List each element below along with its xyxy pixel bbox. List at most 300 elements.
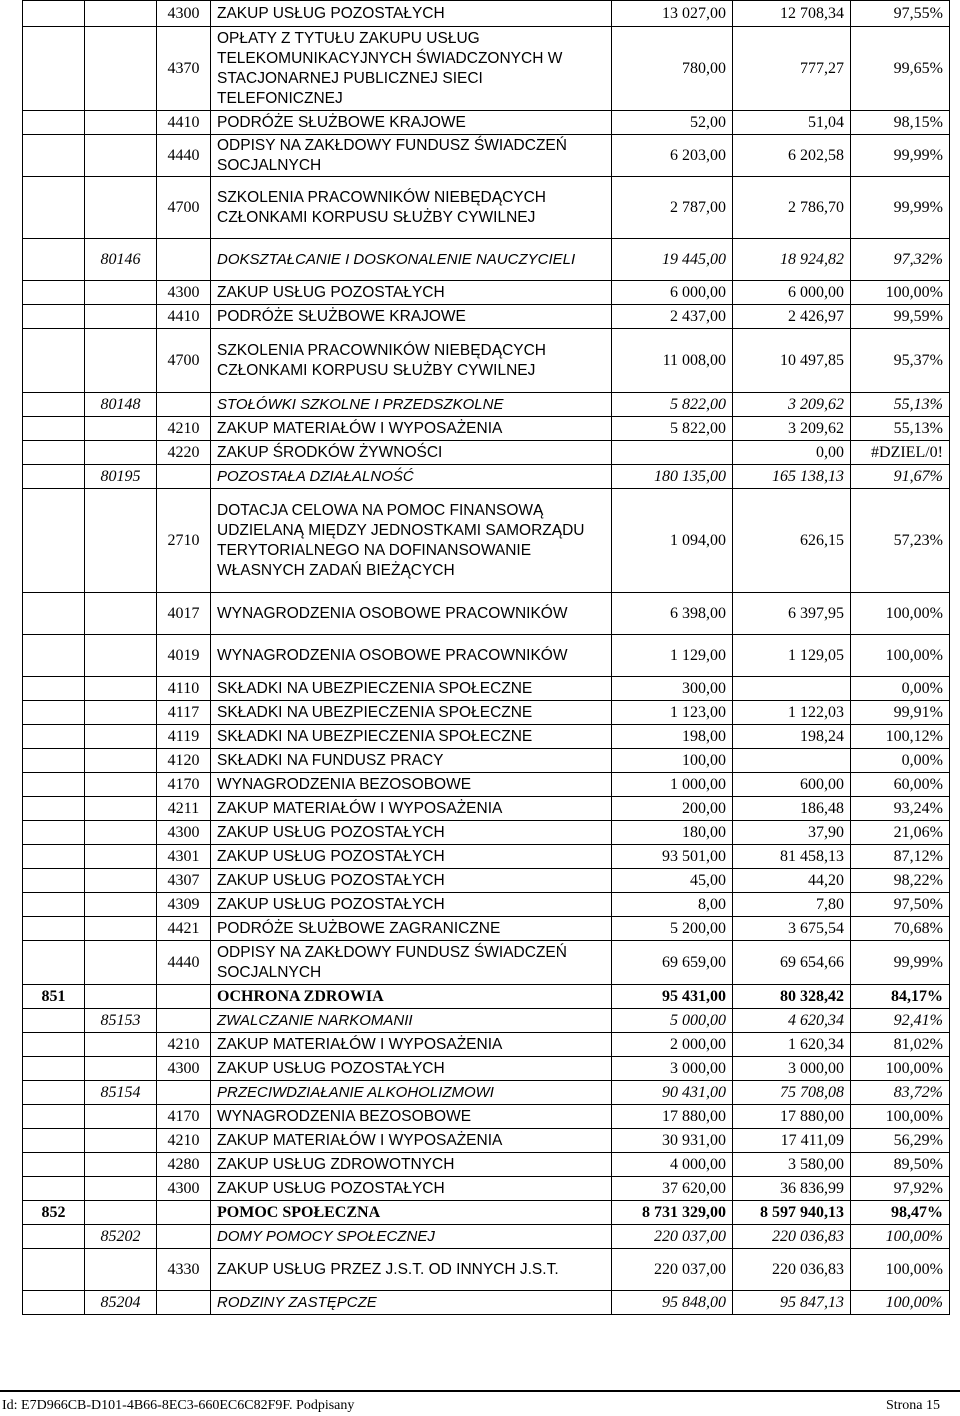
percent-cell: 99,91%	[851, 701, 950, 725]
rozdzial-cell	[85, 1033, 157, 1057]
wykonanie-cell: 600,00	[733, 773, 851, 797]
dzial-cell	[23, 111, 85, 135]
wykonanie-cell	[733, 677, 851, 701]
percent-cell: 99,99%	[851, 177, 950, 239]
dzial-cell	[23, 677, 85, 701]
wykonanie-cell: 7,80	[733, 893, 851, 917]
wykonanie-cell: 69 654,66	[733, 941, 851, 985]
paragraf-cell: 4211	[157, 797, 211, 821]
wykonanie-cell: 36 836,99	[733, 1177, 851, 1201]
paragraf-cell: 4300	[157, 1, 211, 27]
wykonanie-cell: 10 497,85	[733, 329, 851, 393]
dzial-cell	[23, 893, 85, 917]
dzial-cell	[23, 1, 85, 27]
paragraf-row	[23, 441, 950, 465]
paragraf-row	[23, 773, 950, 797]
plan-cell: 1 123,00	[612, 701, 733, 725]
name-cell: SKŁADKI NA UBEZPIECZENIA SPOŁECZNE	[211, 677, 612, 701]
percent-cell: 91,67%	[851, 465, 950, 489]
rozdzial-cell	[85, 917, 157, 941]
name-cell: ZAKUP USŁUG POZOSTAŁYCH	[211, 281, 612, 305]
wykonanie-cell: 3 580,00	[733, 1153, 851, 1177]
percent-cell: 99,59%	[851, 305, 950, 329]
paragraf-row	[23, 1033, 950, 1057]
name-cell: RODZINY ZASTĘPCZE	[211, 1291, 612, 1315]
rozdzial-cell	[85, 1153, 157, 1177]
name-cell: ZAKUP USŁUG POZOSTAŁYCH	[211, 1057, 612, 1081]
dzial-cell	[23, 845, 85, 869]
dzial-cell	[23, 941, 85, 985]
wykonanie-cell: 95 847,13	[733, 1291, 851, 1315]
plan-cell	[612, 441, 733, 465]
name-cell: OCHRONA ZDROWIA	[211, 985, 612, 1009]
dzial-cell	[23, 1081, 85, 1105]
percent-cell: 60,00%	[851, 773, 950, 797]
percent-cell: 100,00%	[851, 593, 950, 635]
rozdzial-cell: 85202	[85, 1225, 157, 1249]
paragraf-cell: 4170	[157, 773, 211, 797]
percent-cell: 95,37%	[851, 329, 950, 393]
paragraf-row	[23, 1, 950, 27]
wykonanie-cell: 6 397,95	[733, 593, 851, 635]
plan-cell: 8 731 329,00	[612, 1201, 733, 1225]
paragraf-cell: 4117	[157, 701, 211, 725]
name-cell: WYNAGRODZENIA OSOBOWE PRACOWNIKÓW	[211, 635, 612, 677]
dzial-cell	[23, 465, 85, 489]
dzial-cell	[23, 489, 85, 593]
wykonanie-cell: 3 209,62	[733, 417, 851, 441]
paragraf-row	[23, 677, 950, 701]
percent-cell: 100,12%	[851, 725, 950, 749]
wykonanie-cell: 81 458,13	[733, 845, 851, 869]
percent-cell: 98,15%	[851, 111, 950, 135]
paragraf-row	[23, 281, 950, 305]
percent-cell: 70,68%	[851, 917, 950, 941]
dzial-cell	[23, 773, 85, 797]
rozdzial-row	[23, 1009, 950, 1033]
paragraf-row	[23, 917, 950, 941]
dzial-cell	[23, 281, 85, 305]
paragraf-cell: 4421	[157, 917, 211, 941]
plan-cell: 6 398,00	[612, 593, 733, 635]
wykonanie-cell: 198,24	[733, 725, 851, 749]
percent-cell: 100,00%	[851, 281, 950, 305]
rozdzial-cell	[85, 1129, 157, 1153]
dzial-cell	[23, 1177, 85, 1201]
plan-cell: 100,00	[612, 749, 733, 773]
wykonanie-cell: 220 036,83	[733, 1225, 851, 1249]
plan-cell: 13 027,00	[612, 1, 733, 27]
plan-cell: 1 129,00	[612, 635, 733, 677]
percent-cell: 100,00%	[851, 1105, 950, 1129]
rozdzial-cell	[85, 135, 157, 177]
paragraf-cell: 4210	[157, 1033, 211, 1057]
name-cell: OPŁATY Z TYTUŁU ZAKUPU USŁUG TELEKOMUNIKACYJNYCH ŚWIADCZONYCH W STACJONARNEJ PUBLICZNEJ SIECI TELEFONICZNEJ	[211, 27, 612, 111]
paragraf-row	[23, 635, 950, 677]
rozdzial-cell	[85, 985, 157, 1009]
paragraf-row	[23, 1177, 950, 1201]
wykonanie-cell: 2 786,70	[733, 177, 851, 239]
name-cell: WYNAGRODZENIA BEZOSOBOWE	[211, 1105, 612, 1129]
paragraf-row	[23, 135, 950, 177]
rozdzial-cell	[85, 635, 157, 677]
name-cell: ZAKUP USŁUG POZOSTAŁYCH	[211, 821, 612, 845]
name-cell: WYNAGRODZENIA BEZOSOBOWE	[211, 773, 612, 797]
plan-cell: 3 000,00	[612, 1057, 733, 1081]
dzial-cell	[23, 1009, 85, 1033]
rozdzial-row	[23, 1291, 950, 1315]
dzial-cell	[23, 1153, 85, 1177]
rozdzial-cell	[85, 489, 157, 593]
paragraf-row	[23, 749, 950, 773]
dzial-cell	[23, 393, 85, 417]
rozdzial-cell	[85, 27, 157, 111]
budget-table-body	[23, 1, 950, 1315]
name-cell: ZAKUP USŁUG POZOSTAŁYCH	[211, 893, 612, 917]
percent-cell: 55,13%	[851, 393, 950, 417]
rozdzial-cell	[85, 281, 157, 305]
dzial-cell	[23, 1105, 85, 1129]
rozdzial-cell	[85, 749, 157, 773]
percent-cell: 100,00%	[851, 1225, 950, 1249]
paragraf-cell: 4410	[157, 305, 211, 329]
wykonanie-cell: 6 202,58	[733, 135, 851, 177]
rozdzial-cell	[85, 1249, 157, 1291]
plan-cell: 95 431,00	[612, 985, 733, 1009]
paragraf-cell	[157, 1225, 211, 1249]
name-cell: PRZECIWDZIAŁANIE ALKOHOLIZMOWI	[211, 1081, 612, 1105]
paragraf-row	[23, 417, 950, 441]
paragraf-row	[23, 941, 950, 985]
wykonanie-cell: 37,90	[733, 821, 851, 845]
percent-cell: 0,00%	[851, 749, 950, 773]
rozdzial-row	[23, 1225, 950, 1249]
percent-cell: 0,00%	[851, 677, 950, 701]
dzial-cell	[23, 1033, 85, 1057]
name-cell: ZAKUP MATERIAŁÓW I WYPOSAŻENIA	[211, 1033, 612, 1057]
wykonanie-cell: 3 209,62	[733, 393, 851, 417]
dzial-cell	[23, 329, 85, 393]
name-cell: ZAKUP USŁUG POZOSTAŁYCH	[211, 1, 612, 27]
plan-cell: 198,00	[612, 725, 733, 749]
rozdzial-cell	[85, 773, 157, 797]
paragraf-row	[23, 797, 950, 821]
wykonanie-cell	[733, 749, 851, 773]
plan-cell: 37 620,00	[612, 1177, 733, 1201]
percent-cell: 99,99%	[851, 135, 950, 177]
name-cell: DOMY POMOCY SPOŁECZNEJ	[211, 1225, 612, 1249]
paragraf-row	[23, 593, 950, 635]
percent-cell: 92,41%	[851, 1009, 950, 1033]
plan-cell: 5 822,00	[612, 417, 733, 441]
plan-cell: 69 659,00	[612, 941, 733, 985]
rozdzial-cell	[85, 111, 157, 135]
plan-cell: 2 000,00	[612, 1033, 733, 1057]
percent-cell: 21,06%	[851, 821, 950, 845]
dzial-cell	[23, 725, 85, 749]
paragraf-cell: 4370	[157, 27, 211, 111]
paragraf-cell	[157, 393, 211, 417]
paragraf-cell: 4301	[157, 845, 211, 869]
rozdzial-cell	[85, 725, 157, 749]
wykonanie-cell: 1 620,34	[733, 1033, 851, 1057]
name-cell: SKŁADKI NA FUNDUSZ PRACY	[211, 749, 612, 773]
paragraf-row	[23, 1105, 950, 1129]
paragraf-cell: 4300	[157, 1057, 211, 1081]
rozdzial-row	[23, 1081, 950, 1105]
paragraf-row	[23, 869, 950, 893]
name-cell: ZAKUP MATERIAŁÓW I WYPOSAŻENIA	[211, 797, 612, 821]
name-cell: ZAKUP USŁUG POZOSTAŁYCH	[211, 845, 612, 869]
wykonanie-cell: 12 708,34	[733, 1, 851, 27]
paragraf-cell	[157, 1009, 211, 1033]
rozdzial-cell	[85, 1105, 157, 1129]
rozdzial-cell	[85, 305, 157, 329]
paragraf-row	[23, 111, 950, 135]
dzial-cell	[23, 593, 85, 635]
plan-cell: 95 848,00	[612, 1291, 733, 1315]
dzial-row	[23, 985, 950, 1009]
rozdzial-cell	[85, 893, 157, 917]
wykonanie-cell: 8 597 940,13	[733, 1201, 851, 1225]
percent-cell: 57,23%	[851, 489, 950, 593]
percent-cell: 99,65%	[851, 27, 950, 111]
dzial-cell	[23, 1129, 85, 1153]
rozdzial-cell	[85, 797, 157, 821]
dzial-cell	[23, 441, 85, 465]
dzial-cell	[23, 635, 85, 677]
rozdzial-cell: 85154	[85, 1081, 157, 1105]
paragraf-cell: 4440	[157, 135, 211, 177]
dzial-cell	[23, 1057, 85, 1081]
dzial-cell	[23, 821, 85, 845]
name-cell: ZAKUP MATERIAŁÓW I WYPOSAŻENIA	[211, 417, 612, 441]
plan-cell: 45,00	[612, 869, 733, 893]
dzial-cell	[23, 1225, 85, 1249]
plan-cell: 220 037,00	[612, 1225, 733, 1249]
plan-cell: 90 431,00	[612, 1081, 733, 1105]
plan-cell: 5 200,00	[612, 917, 733, 941]
dzial-cell	[23, 417, 85, 441]
paragraf-cell	[157, 239, 211, 281]
budget-table	[22, 0, 950, 1315]
name-cell: DOKSZTAŁCANIE I DOSKONALENIE NAUCZYCIELI	[211, 239, 612, 281]
percent-cell: 99,99%	[851, 941, 950, 985]
paragraf-row	[23, 489, 950, 593]
rozdzial-cell: 85153	[85, 1009, 157, 1033]
paragraf-row	[23, 821, 950, 845]
plan-cell: 4 000,00	[612, 1153, 733, 1177]
paragraf-row	[23, 305, 950, 329]
paragraf-cell	[157, 1201, 211, 1225]
paragraf-cell: 4309	[157, 893, 211, 917]
paragraf-cell: 4307	[157, 869, 211, 893]
name-cell: PODRÓŻE SŁUŻBOWE KRAJOWE	[211, 111, 612, 135]
rozdzial-cell	[85, 869, 157, 893]
wykonanie-cell: 18 924,82	[733, 239, 851, 281]
paragraf-cell: 4700	[157, 329, 211, 393]
wykonanie-cell: 220 036,83	[733, 1249, 851, 1291]
paragraf-cell	[157, 1291, 211, 1315]
plan-cell: 52,00	[612, 111, 733, 135]
paragraf-cell: 4300	[157, 281, 211, 305]
rozdzial-cell	[85, 329, 157, 393]
paragraf-cell: 4440	[157, 941, 211, 985]
percent-cell: 97,50%	[851, 893, 950, 917]
paragraf-cell: 4410	[157, 111, 211, 135]
paragraf-cell	[157, 1081, 211, 1105]
wykonanie-cell: 4 620,34	[733, 1009, 851, 1033]
percent-cell: 81,02%	[851, 1033, 950, 1057]
rozdzial-cell: 80148	[85, 393, 157, 417]
paragraf-row	[23, 1249, 950, 1291]
plan-cell: 5 822,00	[612, 393, 733, 417]
name-cell: DOTACJA CELOWA NA POMOC FINANSOWĄ UDZIELANĄ MIĘDZY JEDNOSTKAMI SAMORZĄDU TERYTORIALNEGO NA DOFINANSOWANIE WŁASNYCH ZADAŃ BIEŻĄCYCH	[211, 489, 612, 593]
rozdzial-cell	[85, 941, 157, 985]
percent-cell: 56,29%	[851, 1129, 950, 1153]
wykonanie-cell: 1 129,05	[733, 635, 851, 677]
dzial-cell: 851	[23, 985, 85, 1009]
paragraf-cell: 4300	[157, 821, 211, 845]
rozdzial-cell	[85, 677, 157, 701]
rozdzial-cell: 85204	[85, 1291, 157, 1315]
name-cell: POMOC SPOŁECZNA	[211, 1201, 612, 1225]
paragraf-row	[23, 845, 950, 869]
paragraf-row	[23, 177, 950, 239]
dzial-cell	[23, 239, 85, 281]
plan-cell: 180,00	[612, 821, 733, 845]
percent-cell: 93,24%	[851, 797, 950, 821]
plan-cell: 30 931,00	[612, 1129, 733, 1153]
plan-cell: 5 000,00	[612, 1009, 733, 1033]
paragraf-cell: 4300	[157, 1177, 211, 1201]
paragraf-cell: 4110	[157, 677, 211, 701]
rozdzial-cell	[85, 1201, 157, 1225]
wykonanie-cell: 6 000,00	[733, 281, 851, 305]
plan-cell: 200,00	[612, 797, 733, 821]
plan-cell: 93 501,00	[612, 845, 733, 869]
wykonanie-cell: 186,48	[733, 797, 851, 821]
wykonanie-cell: 777,27	[733, 27, 851, 111]
rozdzial-cell	[85, 1057, 157, 1081]
name-cell: ZAKUP USŁUG ZDROWOTNYCH	[211, 1153, 612, 1177]
plan-cell: 17 880,00	[612, 1105, 733, 1129]
plan-cell: 2 437,00	[612, 305, 733, 329]
rozdzial-cell	[85, 1, 157, 27]
dzial-row	[23, 1201, 950, 1225]
wykonanie-cell: 165 138,13	[733, 465, 851, 489]
plan-cell: 11 008,00	[612, 329, 733, 393]
percent-cell: 89,50%	[851, 1153, 950, 1177]
paragraf-cell: 4170	[157, 1105, 211, 1129]
rozdzial-cell	[85, 821, 157, 845]
paragraf-cell: 4019	[157, 635, 211, 677]
rozdzial-cell	[85, 845, 157, 869]
name-cell: STOŁÓWKI SZKOLNE I PRZEDSZKOLNE	[211, 393, 612, 417]
percent-cell: 84,17%	[851, 985, 950, 1009]
rozdzial-row	[23, 465, 950, 489]
wykonanie-cell: 80 328,42	[733, 985, 851, 1009]
plan-cell: 180 135,00	[612, 465, 733, 489]
paragraf-row	[23, 893, 950, 917]
page-footer	[0, 1390, 960, 1413]
name-cell: SKŁADKI NA UBEZPIECZENIA SPOŁECZNE	[211, 701, 612, 725]
percent-cell: 98,22%	[851, 869, 950, 893]
paragraf-row	[23, 1057, 950, 1081]
dzial-cell	[23, 305, 85, 329]
paragraf-cell: 4220	[157, 441, 211, 465]
wykonanie-cell: 1 122,03	[733, 701, 851, 725]
dzial-cell: 852	[23, 1201, 85, 1225]
paragraf-row	[23, 27, 950, 111]
dzial-cell	[23, 869, 85, 893]
name-cell: SKŁADKI NA UBEZPIECZENIA SPOŁECZNE	[211, 725, 612, 749]
dzial-cell	[23, 177, 85, 239]
wykonanie-cell: 51,04	[733, 111, 851, 135]
paragraf-row	[23, 1153, 950, 1177]
wykonanie-cell: 0,00	[733, 441, 851, 465]
dzial-cell	[23, 701, 85, 725]
wykonanie-cell: 75 708,08	[733, 1081, 851, 1105]
rozdzial-row	[23, 393, 950, 417]
rozdzial-cell	[85, 593, 157, 635]
wykonanie-cell: 17 411,09	[733, 1129, 851, 1153]
rozdzial-cell: 80146	[85, 239, 157, 281]
paragraf-row	[23, 329, 950, 393]
percent-cell: 100,00%	[851, 1291, 950, 1315]
dzial-cell	[23, 135, 85, 177]
paragraf-cell: 4119	[157, 725, 211, 749]
rozdzial-cell: 80195	[85, 465, 157, 489]
paragraf-cell: 2710	[157, 489, 211, 593]
name-cell: ZAKUP MATERIAŁÓW I WYPOSAŻENIA	[211, 1129, 612, 1153]
name-cell: ZAKUP USŁUG PRZEZ J.S.T. OD INNYCH J.S.T.	[211, 1249, 612, 1291]
rozdzial-cell	[85, 1177, 157, 1201]
dzial-cell	[23, 749, 85, 773]
wykonanie-cell: 3 000,00	[733, 1057, 851, 1081]
percent-cell: 55,13%	[851, 417, 950, 441]
rozdzial-row	[23, 239, 950, 281]
paragraf-cell	[157, 985, 211, 1009]
dzial-cell	[23, 27, 85, 111]
wykonanie-cell: 3 675,54	[733, 917, 851, 941]
dzial-cell	[23, 1249, 85, 1291]
plan-cell: 8,00	[612, 893, 733, 917]
percent-cell: #DZIEL/0!	[851, 441, 950, 465]
paragraf-cell: 4700	[157, 177, 211, 239]
percent-cell: 83,72%	[851, 1081, 950, 1105]
percent-cell: 97,55%	[851, 1, 950, 27]
name-cell: SZKOLENIA PRACOWNIKÓW NIEBĘDĄCYCH CZŁONKAMI KORPUSU SŁUŻBY CYWILNEJ	[211, 177, 612, 239]
dzial-cell	[23, 1291, 85, 1315]
paragraf-cell: 4210	[157, 1129, 211, 1153]
name-cell: WYNAGRODZENIA OSOBOWE PRACOWNIKÓW	[211, 593, 612, 635]
name-cell: PODRÓŻE SŁUŻBOWE ZAGRANICZNE	[211, 917, 612, 941]
paragraf-row	[23, 701, 950, 725]
name-cell: ODPISY NA ZAKŁDOWY FUNDUSZ ŚWIADCZEŃ SOCJALNYCH	[211, 135, 612, 177]
plan-cell: 1 000,00	[612, 773, 733, 797]
percent-cell: 100,00%	[851, 1057, 950, 1081]
rozdzial-cell	[85, 417, 157, 441]
percent-cell: 100,00%	[851, 1249, 950, 1291]
plan-cell: 6 203,00	[612, 135, 733, 177]
paragraf-row	[23, 1129, 950, 1153]
page-number: Strona 15	[885, 1398, 940, 1413]
paragraf-cell	[157, 465, 211, 489]
plan-cell: 6 000,00	[612, 281, 733, 305]
paragraf-cell: 4330	[157, 1249, 211, 1291]
percent-cell: 97,92%	[851, 1177, 950, 1201]
